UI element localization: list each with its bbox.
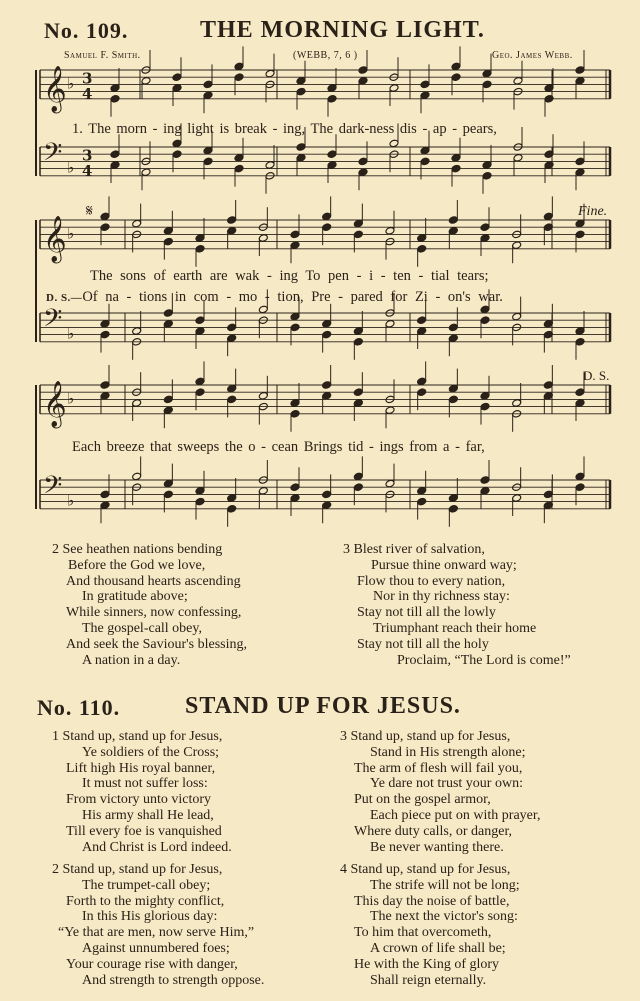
note-head [575,327,585,336]
lyric-line-2: The sons of earth are wak - ing To pen - i - ten - tial tears; [90,268,489,284]
note-head [172,73,182,82]
note-head [141,168,151,177]
verse-line: Triumphant reach their home [373,620,537,636]
hymn-110-verse-1 [52,729,232,855]
note-head [234,164,244,173]
note-head [203,91,213,100]
note-head [141,77,151,86]
verse-line: And Christ is Lord indeed. [82,839,232,855]
note-head [417,327,427,336]
note-head [132,219,142,228]
note-head [290,230,300,239]
note-head [358,66,368,75]
note-head [353,399,363,408]
time-signature: 3 [82,146,93,165]
note-head [227,395,237,404]
note-head [417,497,427,506]
note-head [575,219,585,228]
verse-line: Shall reign eternally. [370,972,487,988]
flat-sign: ♭ [67,74,75,93]
note-head [358,157,368,166]
verse-line: 1 Stand up, stand up for Jesus, [52,729,223,744]
hymn-110-verse-3 [340,729,540,855]
note-head [420,80,430,89]
ds-marker: D. S. [583,368,610,383]
note-head [195,377,205,386]
verse-line: The trumpet-call obey; [82,877,211,893]
note-head [448,334,458,343]
time-signature: 4 [82,161,93,180]
verse-line: 2 See heathen nations bending [52,542,223,557]
flat-sign: ♭ [67,324,75,343]
verse-line: Nor in thy richness stay: [373,589,510,605]
note-head [100,490,110,499]
note-head [358,168,368,177]
bass-clef: 𝄢 [43,138,63,173]
verse-line: Lift high His royal banner, [66,760,216,776]
verse-line: Stay not till all the holy [357,636,489,652]
note-head [322,330,332,339]
note-head [543,212,553,221]
hymn-109-tune: (WEBB, 7, 6 ) [293,50,358,61]
hymn-109-verse-2 [52,542,247,668]
note-head [195,234,205,243]
note-head [358,77,368,86]
note-head [296,143,306,152]
note-head [448,505,458,514]
note-head [448,395,458,404]
note-head [132,327,142,336]
note-head [417,234,427,243]
note-head [512,399,522,408]
verse-line: Before the God we love, [68,557,206,573]
note-head [575,230,585,239]
note-head [512,494,522,503]
note-head [163,227,173,236]
note-head [195,245,205,254]
flat-sign: ♭ [67,224,75,243]
note-head [265,69,275,78]
lyric-line-1: 1. The morn - ing light is break - ing, The dark-ness dis - ap - pears, [72,121,497,137]
note-head [480,487,490,496]
note-head [290,494,300,503]
verse-line: Till every foe is vanquished [66,823,222,839]
bass-clef: 𝄢 [43,304,63,339]
verse-line: This day the noise of battle, [354,893,510,909]
lyric-line-3-text: Of na - tions in com - mo - tion, Pre - pared for Zi - on's war. [82,289,503,305]
flat-sign: ♭ [67,389,75,408]
note-head [353,338,363,347]
note-head [385,406,395,415]
flat-sign: ♭ [67,491,75,510]
verse-line: And strength to strength oppose. [82,972,265,988]
fine-marker: Fine. [578,204,608,219]
hymn-109-author: Samuel F. Smith. [64,50,141,61]
note-head [258,234,268,243]
note-head [227,494,237,503]
note-head [448,216,458,225]
note-head [420,91,430,100]
hymn-109-composer: Geo. James Webb. [492,50,573,61]
note-head [482,80,492,89]
note-head [265,161,275,170]
hymn-110-number: No. 110. [37,695,121,720]
note-head [290,323,300,332]
note-head [513,154,523,163]
ds-prefix: D. S.— [46,292,83,304]
verse-line: The arm of flesh will fail you, [354,760,523,776]
note-head [417,316,427,325]
verse-line: From victory unto victory [66,792,212,808]
verse-line: Proclaim, “The Lord is come!” [397,652,571,668]
note-head [258,305,268,314]
time-signature: 4 [82,84,93,103]
note-head [163,237,173,246]
note-head [132,472,142,481]
note-head [480,316,490,325]
verse-line: In this His glorious day: [82,909,218,925]
note-head [163,406,173,415]
verse-line: 4 Stand up, stand up for Jesus, [340,862,511,877]
note-head [575,77,585,86]
note-head [100,223,110,232]
note-head [234,154,244,163]
note-head [296,87,306,96]
note-head [482,161,492,170]
note-head [448,323,458,332]
note-head [234,62,244,71]
note-head [227,227,237,236]
note-head [296,154,306,163]
note-head [203,80,213,89]
note-head [290,483,300,492]
verse-line: The strife will not be long; [370,877,520,893]
note-head [322,501,332,510]
note-head [451,164,461,173]
treble-clef: 𝄞 [43,380,67,427]
note-head [195,316,205,325]
note-head [132,399,142,408]
note-head [163,395,173,404]
note-head [451,154,461,163]
note-head [385,227,395,236]
note-head [195,497,205,506]
note-head [417,245,427,254]
note-head [575,483,585,492]
note-head [482,69,492,78]
verse-line: “Ye that are men, now serve Him,” [58,925,255,941]
note-head [227,384,237,393]
note-head [172,84,182,93]
note-head [512,241,522,250]
note-head [480,392,490,401]
verse-line: Put on the gospel armor, [354,792,491,808]
note-head [163,479,173,488]
verse-line: Stay not till all the lowly [357,605,496,621]
note-head [322,381,332,390]
verse-line: Ye dare not trust your own: [370,776,523,792]
verse-line: 2 Stand up, stand up for Jesus, [52,862,223,877]
note-head [480,402,490,411]
note-head [100,392,110,401]
segno-sign: 𝄋 [86,201,93,220]
note-head [172,139,182,148]
note-head [420,157,430,166]
note-head [100,381,110,390]
verse-line: Against unnumbered foes; [82,940,230,956]
treble-clef: 𝄞 [43,65,67,112]
note-head [575,157,585,166]
note-head [448,227,458,236]
note-head [575,399,585,408]
note-head [322,490,332,499]
time-signature: 3 [82,69,93,88]
note-head [575,388,585,397]
note-head [163,490,173,499]
hymn-109-verse-3 [343,542,571,668]
lyric-line-3 [46,288,503,306]
verse-line: Ye soldiers of the Cross; [82,744,220,760]
verse-line: And seek the Saviour's blessing, [66,636,248,652]
note-head [417,377,427,386]
note-head [290,241,300,250]
lyric-line-4: Each breeze that sweeps the o - cean Brings tid - ings from a - far, [72,439,485,455]
note-head [100,330,110,339]
hymn-110-verse-4 [340,862,520,988]
verse-line: A nation in a day. [82,652,181,668]
note-head [234,73,244,82]
note-head [420,146,430,155]
bass-clef: 𝄢 [43,471,63,506]
verse-line: In gratitude above; [82,589,188,605]
note-head [195,388,205,397]
verse-line: Pursue thine onward way; [371,557,517,573]
verse-line: It must not suffer loss: [82,776,208,792]
note-head [327,84,337,93]
note-head [575,168,585,177]
verse-line: Forth to the mighty conflict, [66,893,225,909]
note-head [451,62,461,71]
note-head [163,309,173,318]
note-head [353,483,363,492]
note-head [448,494,458,503]
note-head [322,392,332,401]
note-head [512,312,522,321]
note-head [322,212,332,221]
note-head [227,323,237,332]
note-head [100,320,110,329]
note-head [575,338,585,347]
note-head [327,150,337,159]
note-head [480,476,490,485]
flat-sign: ♭ [67,158,75,177]
note-head [322,320,332,329]
hymn-109-number: No. 109. [44,18,129,43]
verse-line: His army shall He lead, [82,807,214,823]
note-head [195,327,205,336]
note-head [110,150,120,159]
hymn-109-title: THE MORNING LIGHT. [200,17,485,43]
verse-line: A crown of life shall be; [370,940,506,956]
note-head [195,487,205,496]
note-head [575,66,585,75]
note-head [163,320,173,329]
note-head [353,219,363,228]
note-head [227,334,237,343]
note-head [448,384,458,393]
verse-line: 3 Blest river of salvation, [343,542,485,557]
note-head [322,223,332,232]
note-head [385,479,395,488]
note-head [353,230,363,239]
note-head [203,157,213,166]
note-head [575,472,585,481]
note-head [327,161,337,170]
note-head [513,77,523,86]
note-head [110,95,120,104]
verse-line: The gospel-call obey, [82,620,202,636]
note-head [353,388,363,397]
note-head [258,392,268,401]
hymn-110-title: STAND UP FOR JESUS. [185,693,461,719]
verse-line: To him that overcometh, [354,925,492,941]
note-head [544,95,554,104]
verse-line: Your courage rise with danger, [66,956,238,972]
note-head [417,487,427,496]
note-head [480,223,490,232]
verse-line: Where duty calls, or danger, [354,823,513,839]
note-head [480,234,490,243]
note-head [353,327,363,336]
note-head [327,95,337,104]
note-head [203,146,213,155]
note-head [353,472,363,481]
note-head [482,172,492,181]
verse-line: Each piece put on with prayer, [370,807,541,823]
note-head [417,388,427,397]
hymn-110-verse-2 [52,862,264,988]
note-head [290,410,300,419]
verse-line: Be never wanting there. [370,839,504,855]
note-head [290,312,300,321]
note-head [385,320,395,329]
note-head [258,487,268,496]
verse-line: Flow thou to every nation, [357,573,506,589]
note-head [110,84,120,93]
note-head [480,305,490,314]
note-head [389,139,399,148]
verse-line: Stand in His strength alone; [370,744,526,760]
note-head [110,161,120,170]
note-head [172,150,182,159]
verse-line: 3 Stand up, stand up for Jesus, [340,729,511,744]
note-head [296,77,306,86]
verse-line: And thousand hearts ascending [66,573,241,589]
note-head [290,399,300,408]
note-head [100,501,110,510]
note-head [227,216,237,225]
treble-clef: 𝄞 [43,215,67,262]
note-head [100,212,110,221]
note-head [451,73,461,82]
verse-line: He with the King of glory [354,956,500,972]
note-head [389,84,399,93]
verse-line: While sinners, now confessing, [66,605,242,621]
note-head [227,505,237,514]
verse-line: The next the victor's song: [370,909,518,925]
